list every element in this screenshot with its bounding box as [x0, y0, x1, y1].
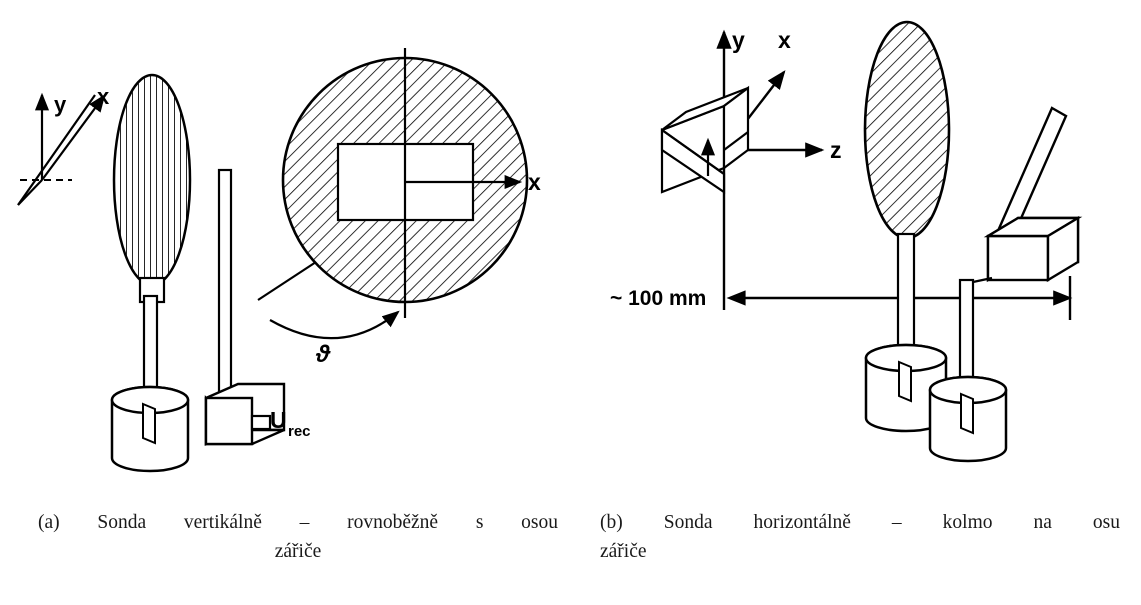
- axis-icon-a: [18, 84, 110, 205]
- caption-a: [38, 508, 558, 566]
- axis-label-z-b: z: [830, 137, 842, 163]
- figure-captions: [0, 500, 1141, 605]
- caption-b-line2: zářiče: [600, 541, 647, 562]
- panel-b-probe-horizontal: [600, 0, 1141, 500]
- voltage-sub-label: rec: [288, 423, 311, 440]
- detector-b: [865, 22, 949, 431]
- distance-label: ~ 100 mm: [610, 287, 707, 310]
- caption-b: [600, 508, 1120, 566]
- caption-b-line1: (b) Sonda horizontálně – kolmo na osu: [600, 512, 1120, 533]
- panel-a-probe-vertical: [0, 0, 600, 500]
- axis-icon-b: [662, 27, 842, 310]
- axis-label-x-b: x: [778, 27, 791, 53]
- distance-annotation: [610, 276, 1070, 320]
- voltage-label: U: [270, 407, 287, 433]
- panel-a-drawing: [0, 0, 600, 500]
- probe-assembly-b: [930, 108, 1078, 461]
- caption-a-line2: zářiče: [274, 541, 322, 562]
- panel-b-drawing: [600, 0, 1141, 500]
- cross-section-a: [258, 48, 541, 368]
- axis-label-y-a: y: [54, 92, 67, 117]
- angle-label-theta: ϑ: [316, 341, 331, 368]
- axis-label-y-b: y: [732, 27, 745, 53]
- detector-left: [112, 75, 190, 471]
- axis-label-x-a: x: [97, 84, 110, 109]
- caption-a-line1: (a) Sonda vertikálně – rovnoběžně s osou: [38, 512, 558, 533]
- axis-label-x-cross-section: x: [528, 169, 541, 195]
